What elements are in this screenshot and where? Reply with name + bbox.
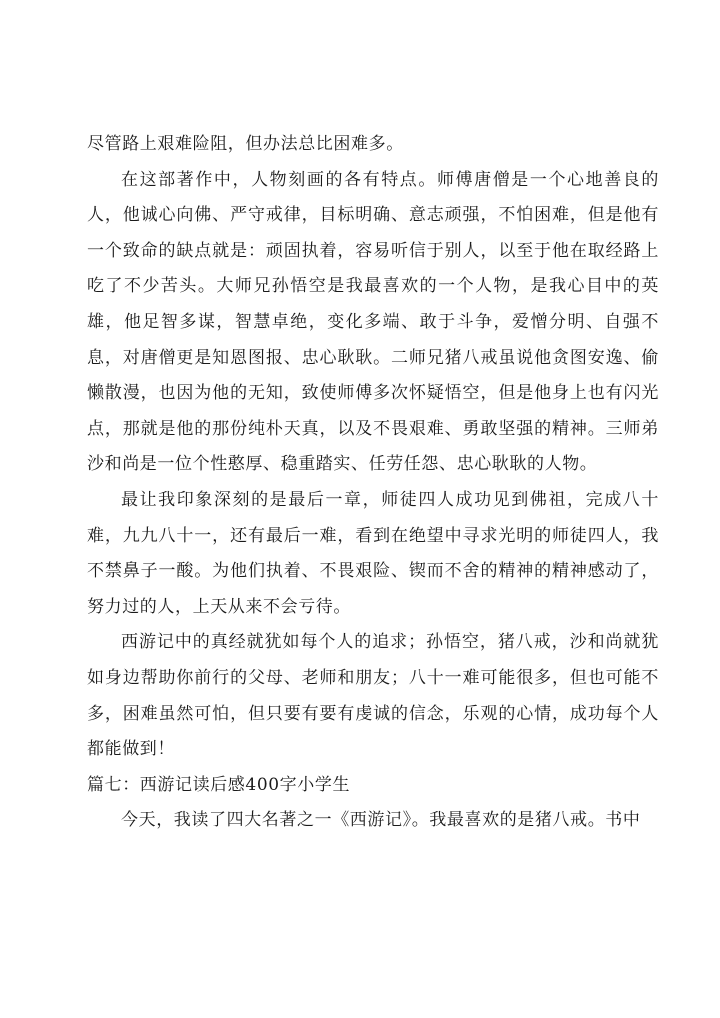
paragraph-characters: 在这部著作中，人物刻画的各有特点。师傅唐僧是一个心地善良的人，他诚心向佛、严守戒律，目标明确、意志顽强，不怕困难，但是他有一个致命的缺点就是：顽固执着，容易听信于别人，以至于他在取经路上吃了不少苦头。大师兄孙悟空是我最喜欢的一个人物，是我心目中的英雄，他足智多谋，智慧卓绝，变化多端、敢于斗争，爱憎分明、自强不息，对唐僧更是知恩图报、忠心耿耿。二师兄猪八戒虽说他贪图安逸、偷懒散漫，也因为他的无知，致使师傅多次怀疑悟空，但是他身上也有闪光点，那就是他的那份纯朴天真，以及不畏艰难、勇敢坚强的精神。三师弟沙和尚是一位个性憨厚、稳重踏实、任劳任怨、忠心耿耿的人物。 <box>87 169 659 475</box>
paragraph-last-chapter: 最让我印象深刻的是最后一章，师徒四人成功见到佛祖，完成八十难，九九八十一，还有最后一难，看到在绝望中寻求光明的师徒四人，我不禁鼻子一酸。为他们执着、不畏艰险、锲而不舍的精神的精神感动了，努力过的人，上天从来不会亏待。 <box>87 489 659 617</box>
paragraph-intro: 尽管路上艰难险阻，但办法总比困难多。 <box>87 134 404 154</box>
paragraph-meaning: 西游记中的真经就犹如每个人的追求；孙悟空，猪八戒，沙和尚就犹如身边帮助你前行的父母、老师和朋友；八十一难可能很多，但也可能不多，困难虽然可怕，但只要有要有虔诚的信念，乐观的心情，成功每个人都能做到！ <box>87 632 659 760</box>
section-heading: 篇七：西游记读后感400字小学生 <box>87 774 351 795</box>
paragraph-section-seven: 今天，我读了四大名著之一《西游记》。我最喜欢的是猪八戒。书中 <box>121 810 641 831</box>
document-body <box>87 127 659 839</box>
